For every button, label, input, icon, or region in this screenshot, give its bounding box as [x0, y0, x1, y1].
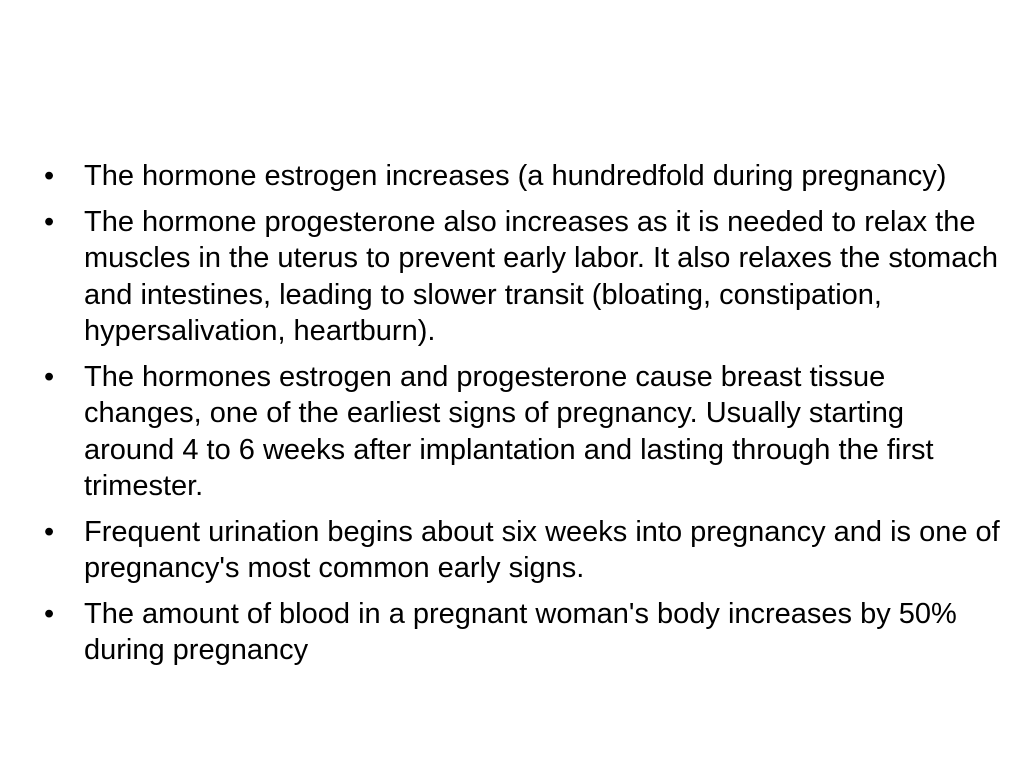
bullet-text: The hormone progesterone also increases as it is needed to relax the muscles in the uterus to prevent early labor. It also relaxes the stomach and intestines, leading to slower transit (bloating, constipation, hypersalivation, heartburn).: [84, 205, 998, 347]
bullet-marker-icon: •: [44, 205, 55, 238]
bullet-item-urination: [44, 514, 1000, 587]
bullet-item-estrogen: [44, 158, 1000, 195]
bullet-marker-icon: •: [44, 160, 55, 192]
bullet-item-progesterone: [44, 204, 1000, 350]
bullet-text: Frequent urination begins about six weeks into pregnancy and is one of pregnancy's most common early signs.: [84, 515, 1000, 584]
bullet-text: The amount of blood in a pregnant woman's body increases by 50% during pregnancy: [84, 597, 957, 666]
bullet-marker-icon: •: [44, 360, 55, 393]
bullet-text: The hormones estrogen and progesterone cause breast tissue changes, one of the earliest signs of pregnancy. Usually starting around 4 to 6 weeks after implantation and lasting through the first trimester.: [84, 360, 934, 502]
bullet-text: The hormone estrogen increases (a hundredfold during pregnancy): [84, 160, 947, 192]
bullet-marker-icon: •: [44, 597, 55, 630]
bullet-item-breast-changes: [44, 359, 1000, 505]
bullet-item-blood-volume: [44, 596, 1000, 669]
bullet-marker-icon: •: [44, 515, 55, 548]
bullet-list: [44, 158, 1000, 678]
